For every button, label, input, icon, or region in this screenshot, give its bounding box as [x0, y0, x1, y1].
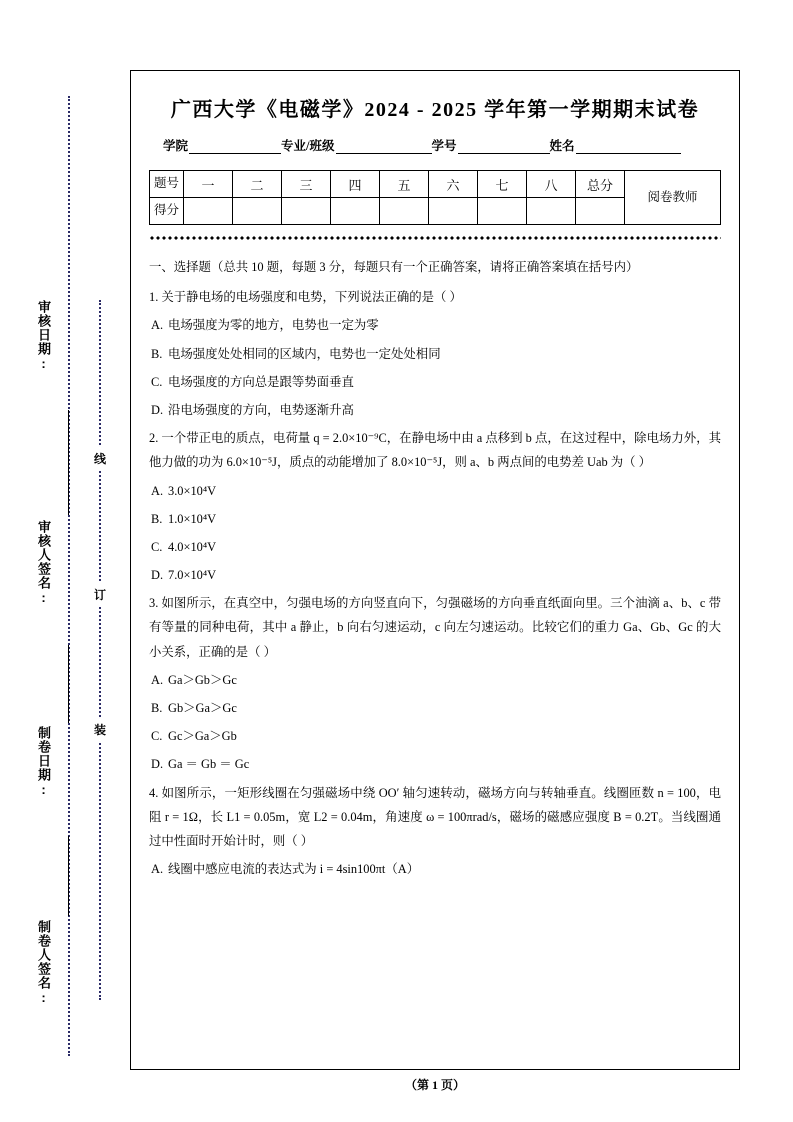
field-student-id: [432, 136, 550, 154]
question-3-option-d[interactable]: [149, 752, 721, 776]
exam-body: [149, 255, 721, 881]
table-row-question-numbers: [150, 171, 721, 198]
field-name: [550, 136, 681, 154]
score-cell-8[interactable]: [527, 198, 576, 225]
question-3-option-c[interactable]: [149, 724, 721, 748]
score-col-5: 五: [380, 171, 429, 198]
field-student-id-label: 学号: [431, 139, 457, 153]
score-cell-2[interactable]: [233, 198, 282, 225]
question-3-option-d-text: Ga ＝ Gb ＝ Gc: [168, 757, 250, 772]
field-college: [163, 136, 281, 154]
question-2-number: 2.: [149, 431, 159, 446]
score-col-2: 二: [233, 171, 282, 198]
question-2-option-b[interactable]: [149, 507, 721, 531]
question-2-option-c-text: 4.0×10⁴V: [168, 539, 217, 554]
score-col-1: 一: [184, 171, 233, 198]
question-2-option-d-text: 7.0×10⁴V: [168, 568, 217, 583]
score-cell-3[interactable]: [282, 198, 331, 225]
question-1-option-d-text: 沿电场强度的方向，电势逐渐升高: [168, 402, 354, 417]
question-1-option-d-letter: D.: [151, 402, 164, 417]
question-4-option-a-text: 线圈中感应电流的表达式为 i = 4sin100πt（A）: [168, 862, 420, 877]
exam-sheet: [130, 70, 740, 1070]
question-1-stem: 关于静电场的电场强度和电势，下列说法正确的是（ ）: [161, 290, 462, 305]
question-2-option-a-text: 3.0×10⁴V: [168, 483, 217, 498]
question-1-option-c-letter: C.: [151, 374, 163, 389]
margin-label-reviewer-signature: 审核人签名:: [36, 520, 51, 606]
score-cell-7[interactable]: [478, 198, 527, 225]
field-name-input[interactable]: [576, 141, 681, 154]
question-3-option-c-text: Gc＞Ga＞Gb: [168, 729, 237, 744]
question-3-option-a[interactable]: [149, 668, 721, 692]
question-2-option-a[interactable]: [149, 479, 721, 503]
score-col-total: 总分: [576, 171, 625, 198]
question-1-option-d[interactable]: [149, 398, 721, 422]
question-3-option-a-letter: A.: [151, 672, 164, 687]
seal-char-line: 线: [92, 447, 108, 470]
page-footer: （第 1 页）: [404, 1078, 465, 1092]
margin-rule-2: [68, 645, 69, 723]
question-4-option-a-letter: A.: [151, 862, 164, 877]
question-3-option-b-text: Gb＞Ga＞Gc: [168, 701, 237, 715]
exam-title: 广西大学《电磁学》2024 - 2025 学年第一学期期末试卷: [170, 99, 700, 121]
field-college-label: 学院: [163, 139, 189, 153]
section-title-choice: 一、选择题（总共 10 题，每题 3 分，每题只有一个正确答案，请将正确答案填在括号内）: [149, 260, 639, 274]
question-1-option-c-text: 电场强度的方向总是跟等势面垂直: [168, 374, 354, 389]
score-cell-1[interactable]: [184, 198, 233, 225]
question-2-option-c[interactable]: [149, 535, 721, 559]
field-college-input[interactable]: [189, 141, 281, 154]
score-table: [149, 170, 721, 225]
score-cell-total[interactable]: [576, 198, 625, 225]
question-1-option-a[interactable]: [149, 313, 721, 337]
question-4-option-a[interactable]: [149, 857, 721, 881]
field-major-class-label: 专业/班级: [281, 139, 335, 153]
question-3-option-a-text: Ga＞Gb＞Gc: [168, 672, 237, 687]
question-2-option-d-letter: D.: [151, 568, 164, 583]
question-1-option-b-letter: B.: [151, 346, 163, 361]
score-table-rowhead-score: [150, 198, 184, 225]
student-info-row: [163, 136, 715, 154]
rowhead-question-text: 题号: [153, 176, 179, 191]
question-4-number: 4.: [149, 785, 159, 800]
question-2-option-d[interactable]: [149, 563, 721, 587]
question-3-option-b-letter: B.: [151, 701, 163, 715]
question-1-option-b-text: 电场强度处处相同的区域内，电势也一定处处相同: [168, 346, 441, 361]
question-1-option-a-text: 电场强度为零的地方，电势也一定为零: [168, 318, 379, 333]
score-cell-5[interactable]: [380, 198, 429, 225]
score-col-6: 六: [429, 171, 478, 198]
score-col-4: 四: [331, 171, 380, 198]
question-3-option-c-letter: C.: [151, 729, 163, 744]
question-3-option-d-letter: D.: [151, 757, 164, 772]
question-2: [149, 426, 721, 474]
score-col-7: 七: [478, 171, 527, 198]
score-cell-4[interactable]: [331, 198, 380, 225]
field-major-class-input[interactable]: [336, 141, 432, 154]
question-2-stem: 一个带正电的质点，电荷量 q = 2.0×10⁻⁹C，在静电场中由 a 点移到 b 点，在这过程中，除电场力外，其他力做的功为 6.0×10⁻⁵J，质点的动能增加了 8.0×10⁻⁵J，则 a、b 两点间的电势差 Uab 为（ ）: [149, 431, 721, 470]
score-col-8: 八: [527, 171, 576, 198]
rowhead-score-text: 得分: [153, 203, 179, 218]
question-1-number: 1.: [149, 290, 159, 305]
question-2-option-b-text: 1.0×10⁴V: [168, 511, 217, 526]
score-table-rowhead-question: [150, 171, 184, 198]
score-cell-6[interactable]: [429, 198, 478, 225]
question-1-option-c[interactable]: [149, 370, 721, 394]
question-1-option-a-letter: A.: [151, 318, 164, 333]
question-3-number: 3.: [149, 596, 159, 611]
field-name-label: 姓名: [549, 139, 575, 153]
question-4: [149, 781, 721, 854]
question-2-option-a-letter: A.: [151, 483, 164, 498]
score-col-3: 三: [282, 171, 331, 198]
field-major-class: [281, 136, 431, 154]
margin-label-producer-signature: 制卷人签名:: [36, 920, 51, 1006]
field-student-id-input[interactable]: [458, 141, 550, 154]
section-divider: [149, 235, 721, 241]
question-2-option-c-letter: C.: [151, 539, 163, 554]
question-1-option-b[interactable]: [149, 342, 721, 366]
margin-rule-3: [68, 836, 69, 916]
margin-label-review-date: 审核日期:: [36, 300, 51, 372]
question-2-option-b-letter: B.: [151, 511, 163, 526]
question-3-stem: 如图所示，在真空中，匀强电场的方向竖直向下，匀强磁场的方向垂直纸面向里。三个油滴 a、b、c 带有等量的同种电荷，其中 a 静止，b 向右匀速运动，c 向左匀速运动。比较它们的重力 Ga、Gb、Gc 的大小关系，正确的是（ ）: [149, 596, 721, 659]
score-col-teacher: 阅卷教师: [625, 171, 721, 225]
left-margin-binding-strip: [0, 0, 128, 1122]
question-3-option-b[interactable]: [149, 696, 721, 720]
question-1: [149, 285, 721, 309]
question-4-stem: 如图所示，一矩形线圈在匀强磁场中绕 OO′ 轴匀速转动，磁场方向与转轴垂直。线圈匝数 n = 100，电阻 r = 1Ω，长 L1 = 0.05m，宽 L2 = 0.04m，角速度 ω = 100πrad/s，磁场的磁感应强度 B = 0.2T。当线圈通过中性面时开始计时，则（ ）: [149, 785, 721, 848]
margin-rule-1: [68, 410, 69, 515]
seal-char-pack: 装: [92, 718, 108, 741]
seal-dotted-line: [99, 300, 101, 1000]
seal-char-bind: 订: [92, 583, 108, 606]
margin-label-production-date: 制卷日期:: [36, 726, 51, 798]
question-3: [149, 591, 721, 664]
